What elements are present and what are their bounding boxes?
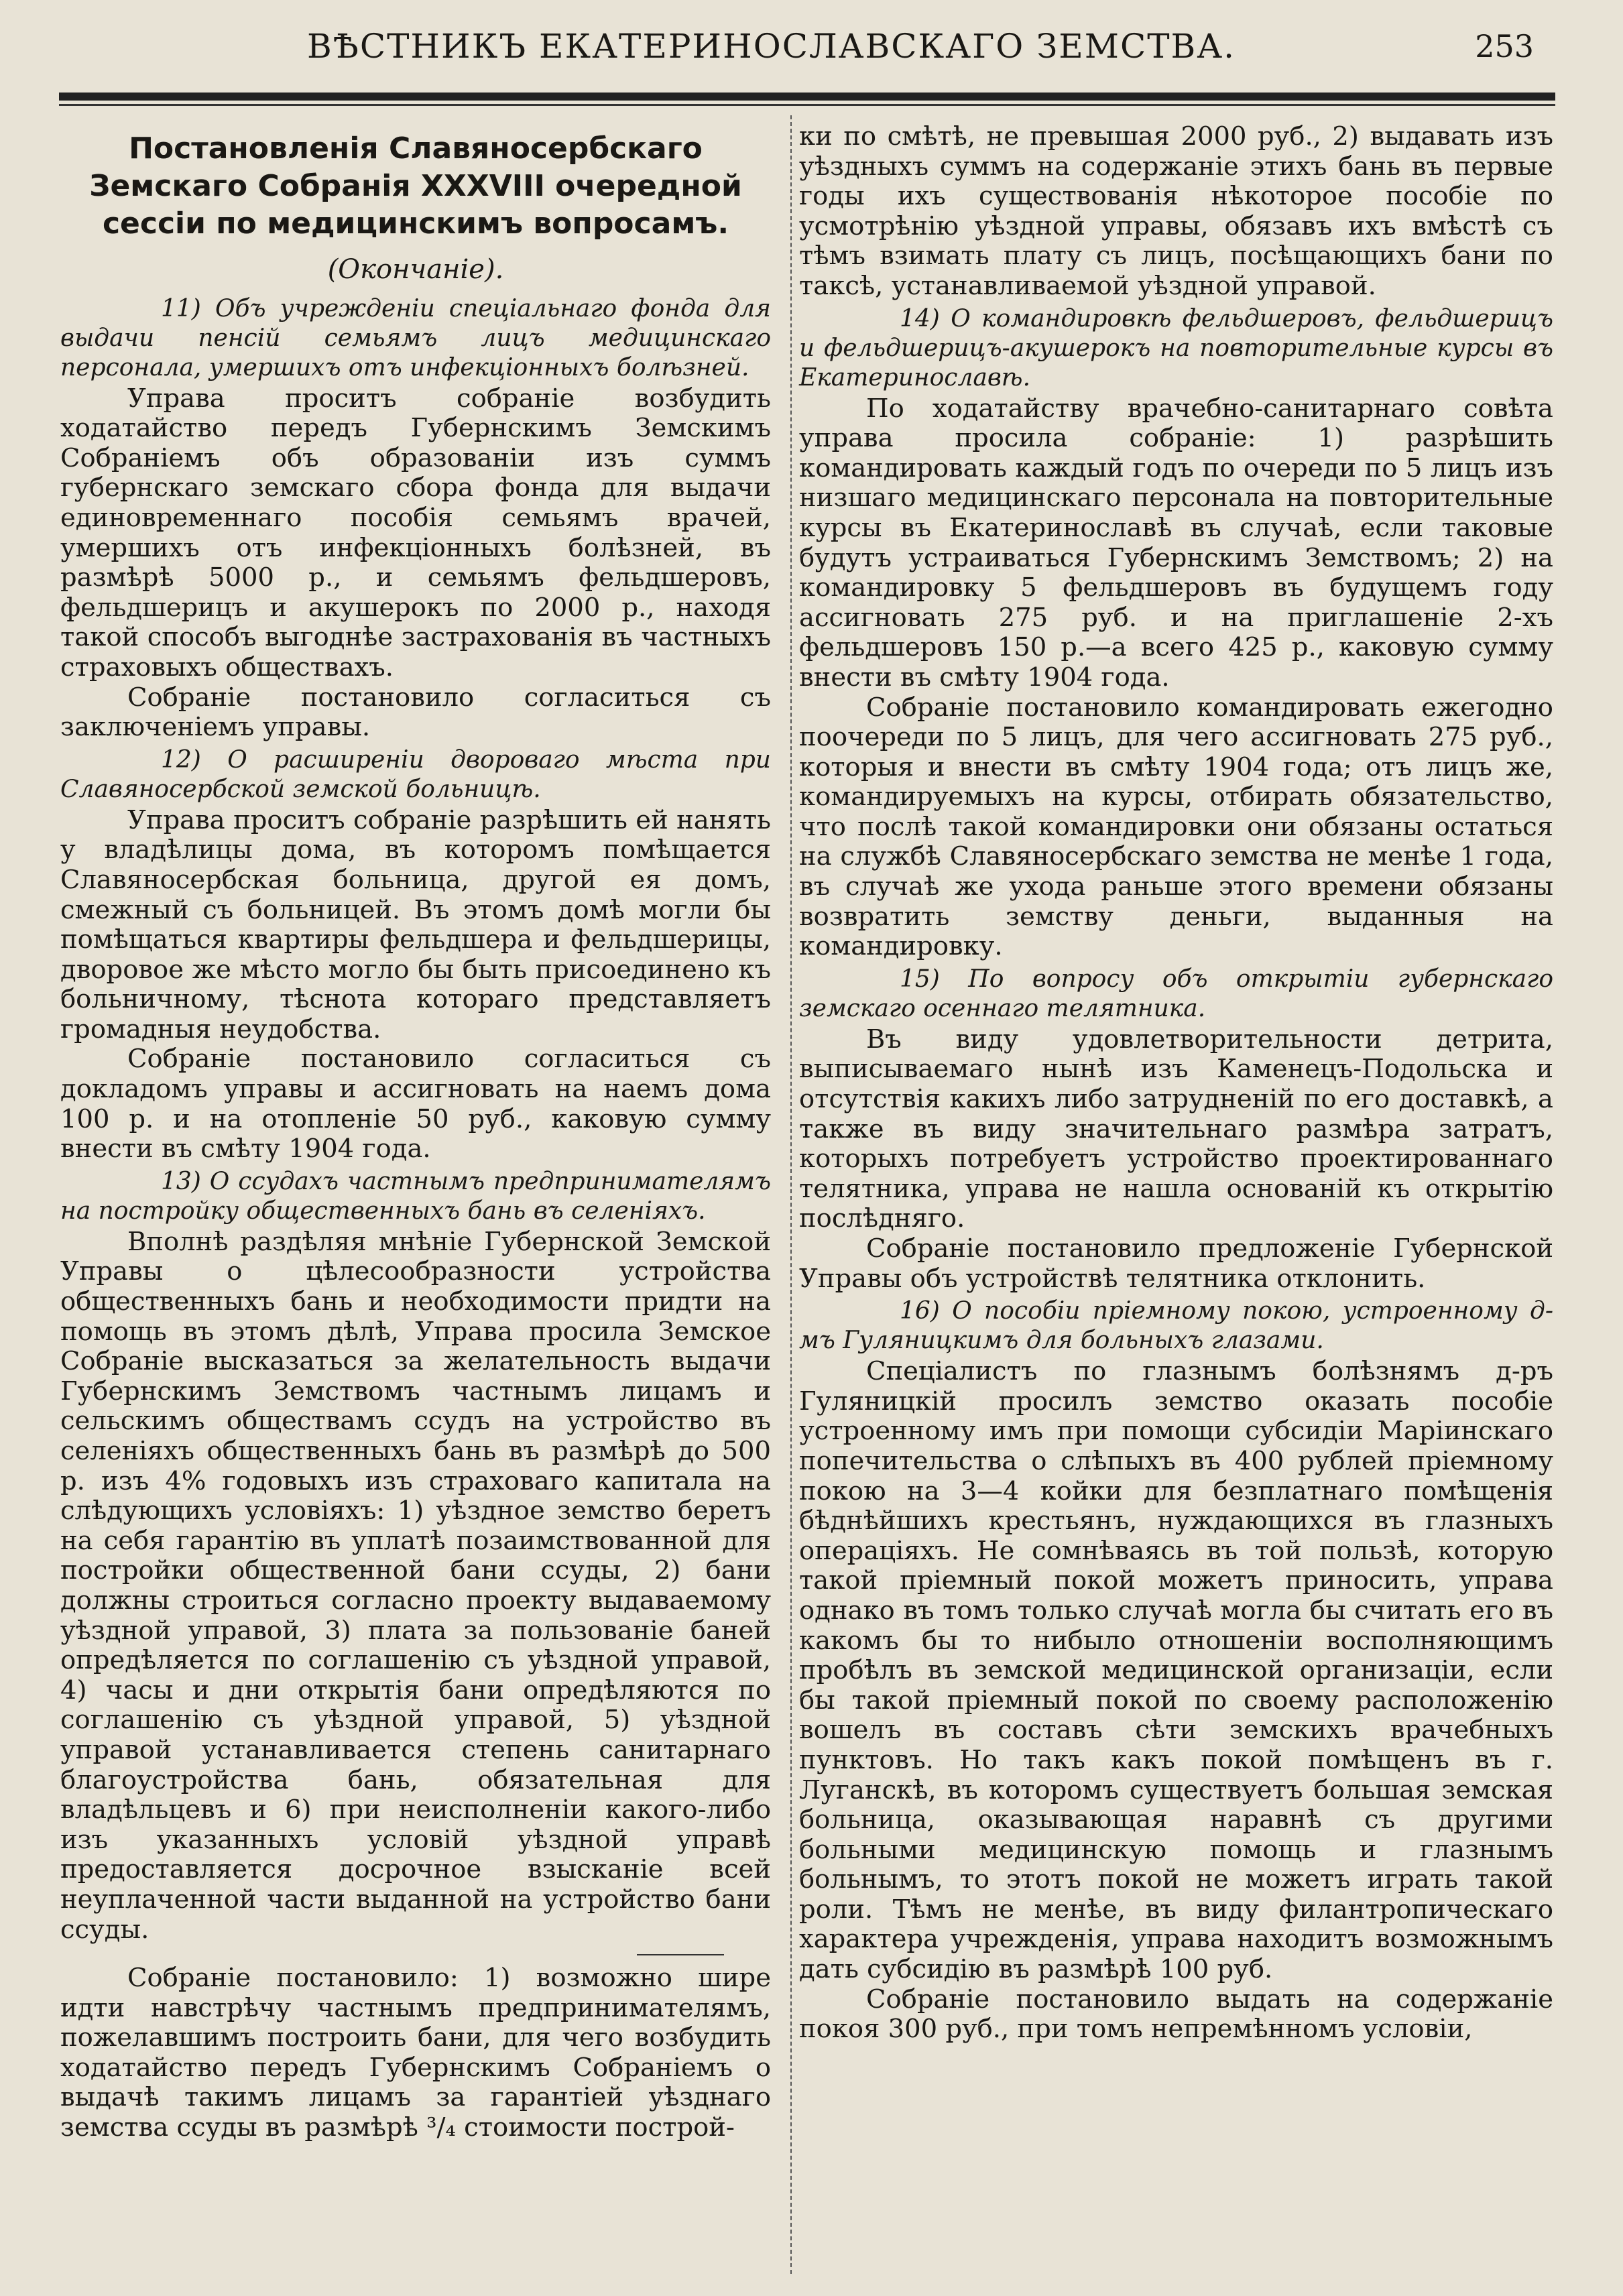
section-11-heading: 11) Объ учрежденіи спеціальнаго фонда для выдачи пенсій семьямъ лицъ медицинскаго персонала, умершихъ отъ инфекціонныхъ болѣзней. — [60, 294, 771, 381]
section-13-heading: 13) О ссудахъ частнымъ предпринимателямъ на постройку общественныхъ бань въ селеніяхъ. — [60, 1167, 771, 1225]
left-column — [60, 122, 771, 2143]
section-15-heading: 15) По вопросу объ открытіи губернскаго земскаго осеннаго телятника. — [799, 965, 1553, 1022]
paragraph: Собраніе постановило согласиться съ заключеніемъ управы. — [60, 682, 771, 743]
page-number: 253 — [1475, 28, 1534, 64]
article-title: Постановленія Славяносербскаго Земскаго Собранія XXXVIII очередной сессіи по медицинскимъ вопросамъ. — [89, 131, 742, 241]
paragraph: Собраніе постановило командировать ежегодно поочереди по 5 лицъ, для чего ассигновать 275 руб., которыя и внести въ смѣту 1904 года; отъ лицъ же, командируемыхъ на курсы, отбирать обязательство, что послѣ такой командировки они обязаны остаться на службѣ Славяносербскаго земства не менѣе 1 года, въ случаѣ же ухода раньше этого времени обязаны возвратить земству деньги, выданныя на командировку. — [799, 692, 1553, 962]
section-16-heading: 16) О пособіи пріемному покою, устроенному д-мъ Гуляницкимъ для больныхъ глазами. — [799, 1297, 1553, 1355]
paragraph: Въ виду удовлетворительности детрита, выписываемаго нынѣ изъ Каменецъ-Подольска и отсутствія какихъ либо затрудненій по его доставкѣ, а также въ виду значительнаго размѣра затратъ, которыхъ потребуетъ устройство проектированнаго телятника, управа не нашла основаній къ открытію послѣдняго. — [799, 1024, 1553, 1234]
header-rule-thin — [59, 104, 1555, 106]
paragraph: ки по смѣтѣ, не превышая 2000 руб., 2) выдавать изъ уѣздныхъ суммъ на содержаніе этихъ бань въ первые годы ихъ существованія нѣкоторое пособіе по усмотрѣнію уѣздной управы, обязавъ ихъ вмѣстѣ съ тѣмъ взимать плату съ лицъ, посѣщающихъ бани по таксѣ, устанавливаемой уѣздной управой. — [799, 121, 1553, 301]
paragraph: Собраніе постановило согласиться съ докладомъ управы и ассигновать на наемъ дома 100 р. и на отопленіе 50 руб., каковую сумму внести въ смѣту 1904 года. — [60, 1044, 771, 1164]
paragraph: Спеціалистъ по глазнымъ болѣзнямъ д-ръ Гуляницкій просилъ земство оказать пособіе устроенному имъ при помощи субсидіи Маріинскаго попечительства о слѣпыхъ въ 400 рублей пріемному покою на 3—4 койки для безплатнаго помѣщенія бѣднѣйшихъ крестьянъ, нуждающихся въ глазныхъ операціяхъ. Не сомнѣваясь въ той пользѣ, которую такой пріемный покой можетъ приносить, управа однако въ томъ только случаѣ могла бы считать его въ какомъ бы то нибыло отношеніи восполняющимъ пробѣлъ въ земской медицинской организаціи, если бы такой пріемный покой по своему расположенію вошелъ въ составъ сѣти земскихъ врачебныхъ пунктовъ. Но такъ какъ покой помѣщенъ въ г. Луганскѣ, въ которомъ существуетъ большая земская больница, оказывающая наравнѣ съ другими больными медицинскую помощь и глазнымъ больнымъ, то этотъ покой не можетъ играть такой роли. Тѣмъ не менѣе, въ виду филантропическаго характера учрежденія, управа находитъ возможнымъ дать субсидію въ размѣрѣ 100 руб. — [799, 1356, 1553, 1985]
paragraph: По ходатайству врачебно-санитарнаго совѣта управа просила собраніе: 1) разрѣшить командировать каждый годъ по очереди по 5 лицъ изъ низшаго медицинскаго персонала на повторительные курсы въ Екатеринославѣ въ случаѣ, если таковые будутъ устраиваться Губернскимъ Земствомъ; 2) на командировку 5 фельдшеровъ въ будущемъ году ассигновать 275 руб. и на приглашеніе 2-хъ фельдшеровъ 150 р.—а всего 425 р., каковую сумму внести въ смѣту 1904 года. — [799, 393, 1553, 692]
paragraph-divider — [637, 1954, 724, 1955]
paragraph: Управа проситъ собраніе разрѣшить ей нанять у владѣлицы дома, въ которомъ помѣщается Славяносербская больница, другой ея домъ, смежный съ больницей. Въ этомъ домѣ могли бы помѣщаться квартиры фельдшера и фельдшерицы, дворовое же мѣсто могло бы быть присоединено къ больничному, тѣснота котораго представляетъ громадныя неудобства. — [60, 804, 771, 1044]
paragraph: Управа проситъ собраніе возбудить ходатайство передъ Губернскимъ Земскимъ Собраніемъ объ образованіи изъ суммъ губернскаго земскаго сбора фонда для выдачи единовременнаго пособія семьямъ врачей, умершихъ отъ инфекціонныхъ болѣзней, въ размѣрѣ 5000 р., и семьямъ фельдшеровъ, фельдшерицъ и акушерокъ по 2000 р., находя такой способъ выгоднѣе застрахованія въ частныхъ страховыхъ обществахъ. — [60, 383, 771, 682]
running-header — [59, 12, 1554, 66]
right-column — [799, 122, 1553, 2045]
header-rule — [59, 93, 1555, 101]
section-14-heading: 14) О командировкѣ фельдшеровъ, фельдшерицъ и фельдшерицъ-акушерокъ на повторительные курсы въ Екатеринославѣ. — [799, 304, 1553, 391]
section-12-heading: 12) О расширеніи двороваго мѣста при Славяносербской земской больницѣ. — [60, 745, 771, 803]
paragraph: Собраніе постановило: 1) возможно шире идти навстрѣчу частнымъ предпринимателямъ, пожелавшимъ построить бани, для чего возбудить ходатайство передъ Губернскимъ Собраніемъ о выдачѣ такимъ лицамъ за гарантіей уѣзднаго земства ссуды въ размѣрѣ ³/₄ стоимости построй- — [60, 1963, 771, 2143]
journal-title: ВѢСТНИКЪ ЕКАТЕРИНОСЛАВСКАГО ЗЕМСТВА. — [307, 27, 1236, 66]
article-subtitle: (Окончаніе). — [327, 254, 504, 285]
paragraph: Вполнѣ раздѣляя мнѣніе Губернской Земской Управы о цѣлесообразности устройства общественныхъ бань и необходимости придти на помощь въ этомъ дѣлѣ, Управа просила Земское Собраніе высказаться за желательность выдачи Губернскимъ Земствомъ частнымъ лицамъ и сельскимъ обществамъ ссудъ на устройство въ селеніяхъ общественныхъ бань въ размѣрѣ до 500 р. изъ 4% годовыхъ изъ страховаго капитала на слѣдующихъ условіяхъ: 1) уѣздное земство беретъ на себя гарантію въ уплатѣ позаимствованной для постройки общественной бани ссуды, 2) бани должны строиться согласно проекту выдаваемому уѣздной управой, 3) плата за пользованіе баней опредѣляется по соглашенію съ уѣздной управой, 4) часы и дни открытія бани опредѣляются по соглашенію съ уѣздной управой, 5) уѣздной управой устанавливается степень санитарнаго благоустройства бань, обязательная для владѣльцевъ и 6) при неисполненіи какого-либо изъ указанныхъ условій уѣздной управѣ предоставляется досрочное взысканіе всей неуплаченной части выданной на устройство бани ссуды. — [60, 1226, 771, 1945]
paragraph: Собраніе постановило выдать на содержаніе покоя 300 руб., при томъ непремѣнномъ условіи, — [799, 1984, 1553, 2045]
paragraph: Собраніе постановило предложеніе Губернской Управы объ устройствѣ телятника отклонить. — [799, 1233, 1553, 1294]
column-divider — [790, 115, 792, 2274]
